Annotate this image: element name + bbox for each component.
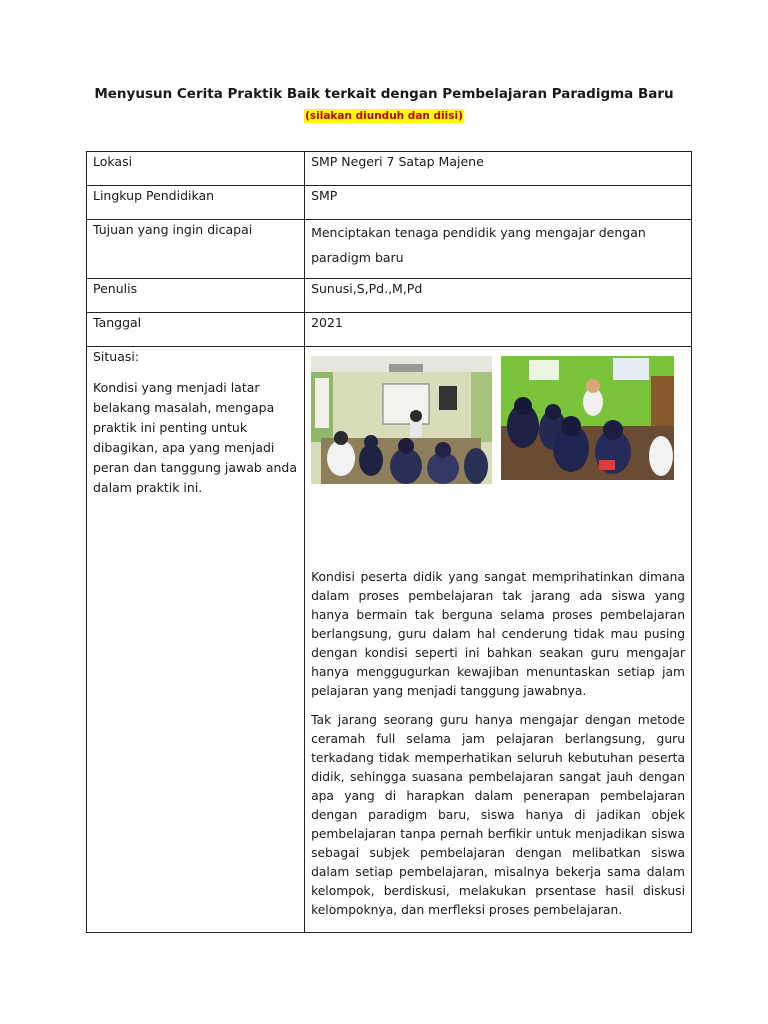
label-lingkup: Lingkup Pendidikan [87,186,305,220]
situasi-paragraph-1: Kondisi peserta didik yang sangat memprihatinkan dimana dalam proses pembelajaran tak jarang ada siswa yang hanya bermain tak berguna selama proses pembelajaran berlangsung, guru dalam hal cenderung tidak mau pusing dengan kondisi seperti ini bahkan seakan guru mengajar hanya menggugurkan kewajiban menuntaskan setiap jam pelajaran yang menjadi tanggung jawabnya. [311,570,685,698]
page-subtitle: (silakan diunduh dan diisi) [305,110,463,122]
value-penulis: Sunusi,S,Pd.,M,Pd [305,279,692,313]
row-tujuan [87,220,692,279]
value-tujuan-line1: Menciptakan tenaga pendidik yang mengajar dengan [311,225,646,240]
row-tanggal [87,313,692,347]
row-penulis [87,279,692,313]
label-lokasi: Lokasi [87,152,305,186]
situasi-paragraph-2: Tak jarang seorang guru hanya mengajar dengan metode ceramah full selama jam pelajaran berlangsung, guru terkadang tidak memperhatikan seluruh kebutuhan peserta didik, sehingga suasana pembelajaran sangat jauh dengan apa yang di harapkan dalam penerapan pembelajaran dengan paradigm baru, siswa hanya di jadikan objek pembelajaran tanpa pernah berfikir untuk menjadikan siswa sebagai subjek pembelajaran dengan melibatkan siswa dalam setiap pembelajaran, misalnya bekerja sama dalam kelompok, berdiskusi, melakukan prsentase hasil diskusi kelompoknya, dan merfleksi proses pembelajaran. [311,713,685,917]
row-lokasi [87,152,692,186]
row-situasi [87,347,692,933]
situasi-left-cell [87,347,305,933]
subtitle-container [0,106,768,124]
situasi-description: Kondisi yang menjadi latar belakang masalah, mengapa praktik ini penting untuk dibagikan, apa yang menjadi peran dan tanggung jawab anda dalam praktik ini. [93,380,298,495]
row-lingkup [87,186,692,220]
spacer [311,484,685,568]
bottom-padding [311,920,685,924]
label-tanggal: Tanggal [87,313,305,347]
classroom-photo-1 [311,356,492,484]
classroom-photo-2 [501,356,674,480]
value-tujuan [305,220,692,279]
photo-row [311,356,685,484]
practice-table [86,151,692,933]
page-title: Menyusun Cerita Praktik Baik terkait dengan Pembelajaran Paradigma Baru [94,86,674,102]
value-tujuan-line2: paradigm baru [311,250,404,265]
value-lingkup: SMP [305,186,692,220]
label-tujuan: Tujuan yang ingin dicapai [87,220,305,279]
value-lokasi: SMP Negeri 7 Satap Majene [305,152,692,186]
label-penulis: Penulis [87,279,305,313]
situasi-right-cell [305,347,692,933]
value-tanggal: 2021 [305,313,692,347]
situasi-heading: Situasi: [93,349,140,364]
